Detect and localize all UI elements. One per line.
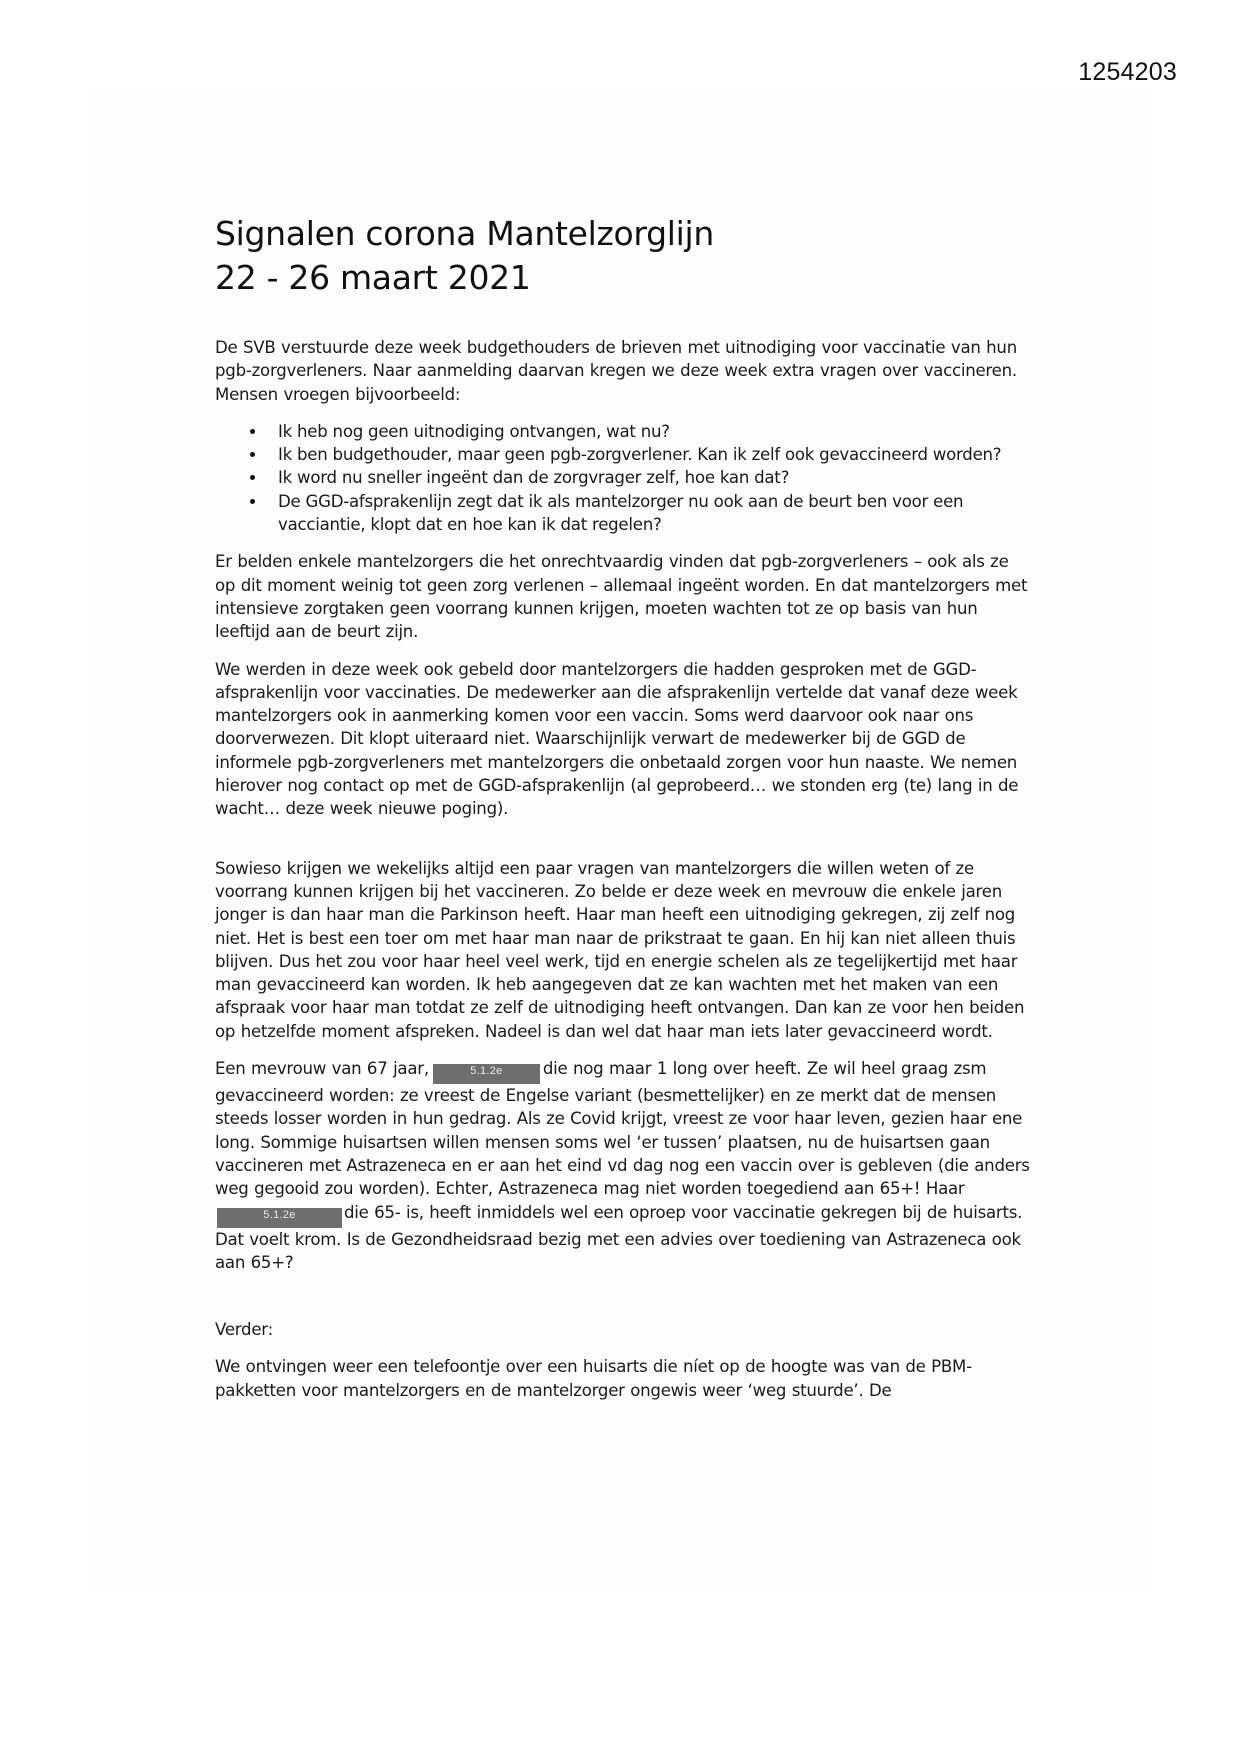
bullet-icon [250, 475, 255, 480]
lung-paragraph: Een mevrouw van 67 jaar, 5.1.2e die nog maar 1 long over heeft. Ze wil heel graag zsm gevaccineerd worden: ze vreest de Engelse variant (besmettelijker) en ze merkt dat de mensen steeds losser worden in hun gedrag. Als ze Covid krijgt, vreest ze voor haar leven, gezien haar ene long. Sommige huisartsen willen mensen soms wel ‘er tussen’ plaatsen, nu de huisartsen gaan vaccineren met Astrazeneca en er aan het eind vd dag nog een vaccin over is gebleven (die anders weg gegooid zou worden). Echter, Astrazeneca mag niet worden toegediend aan 65+! Haar5.1.2e die 65- is, heeft inmiddels wel een oproep voor vaccinatie gekregen bij de huisarts. Dat voelt krom. Is de Gezondheidsraad bezig met een advies over toediening van Astrazeneca ook aan 65+? [215, 1059, 1030, 1272]
spacer [215, 835, 1030, 857]
ggd-paragraph: We werden in deze week ook gebeld door mantelzorgers die hadden gesproken met de GGD-afsprakenlijn voor vaccinaties. De medewerker aan die afsprakenlijn vertelde dat vanaf deze week mantelzorgers ook in aanmerking komen voor een vaccin. Soms werd daarvoor ook naar ons doorverwezen. Dit klopt uiteraard niet. Waarschijnlijk verwart de medewerker bij de GGD de informele pgb-zorgverleners met mantelzorgers die onbetaald zorgen voor hun naaste. We nemen hierover nog contact op met de GGD-afsprakenlijn (al geprobeerd… we stonden erg (te) lang in de wacht… deze week nieuwe poging). [215, 659, 1019, 819]
document-id: 1254203 [1078, 58, 1177, 86]
spacer [215, 1288, 1030, 1318]
redaction-box: 5.1.2e [433, 1064, 540, 1084]
bullet-icon [250, 429, 255, 434]
list-item: Ik word nu sneller ingeënt dan de zorgvrager zelf, hoe kan dat? [215, 466, 1030, 489]
list-item: Ik ben budgethouder, maar geen pgb-zorgverlener. Kan ik zelf ook gevaccineerd worden? [215, 443, 1030, 466]
bullet-icon [250, 499, 255, 504]
bullet-icon [250, 452, 255, 457]
document-content [215, 212, 1030, 1416]
intro-paragraph: De SVB verstuurde deze week budgethouders de brieven met uitnodiging voor vaccinatie van hun pgb-zorgverleners. Naar aanmelding daarvan kregen we deze week extra vragen over vaccineren. Mensen vroegen bijvoorbeeld: [215, 338, 1017, 404]
unfair-paragraph: Er belden enkele mantelzorgers die het onrechtvaardig vinden dat pgb-zorgverleners – ook als ze op dit moment weinig tot geen zorg verlenen – allemaal ingeënt worden. En dat mantelzorgers met intensieve zorgtaken geen voorrang kunnen krijgen, moeten wachten tot ze op basis van hun leeftijd aan de beurt zijn. [215, 552, 1028, 642]
title-line-1: Signalen corona Mantelzorglijn [215, 214, 714, 253]
redaction-box: 5.1.2e [217, 1208, 342, 1228]
pbm-paragraph: We ontvingen weer een telefoontje over een huisarts die níet op de hoogte was van de PBM-pakketten voor mantelzorgers en de mantelzorger ongewis weer ‘weg stuurde’. De [215, 1357, 972, 1400]
further-heading: Verder: [215, 1320, 273, 1340]
priority-paragraph: Sowieso krijgen we wekelijks altijd een paar vragen van mantelzorgers die willen weten of ze voorrang kunnen krijgen bij het vaccineren. Zo belde er deze week en mevrouw die enkele jaren jonger is dan haar man die Parkinson heeft. Haar man heeft een uitnodiging gekregen, zij zelf nog niet. Het is best een toer om met haar man naar de prikstraat te gaan. En hij kan niet alleen thuis blijven. Dus het zou voor haar heel veel werk, tijd en energie schelen als ze tegelijkertijd met haar man gevaccineerd kan worden. Ik heb aangegeven dat ze kan wachten met het maken van een afspraak voor haar man totdat ze zelf de uitnodiging heeft ontvangen. Dan kan ze voor hen beiden op hetzelfde moment afspreken. Nadeel is dan wel dat haar man iets later gevaccineerd wordt. [215, 858, 1025, 1041]
list-item: Ik heb nog geen uitnodiging ontvangen, wat nu? [215, 420, 1030, 443]
list-item: De GGD-afsprakenlijn zegt dat ik als mantelzorger nu ook aan de beurt ben voor een vacciantie, klopt dat en hoe kan ik dat regelen? [215, 490, 1030, 537]
document-title [215, 212, 1030, 300]
questions-list [215, 420, 1030, 536]
title-line-2: 22 - 26 maart 2021 [215, 258, 531, 297]
